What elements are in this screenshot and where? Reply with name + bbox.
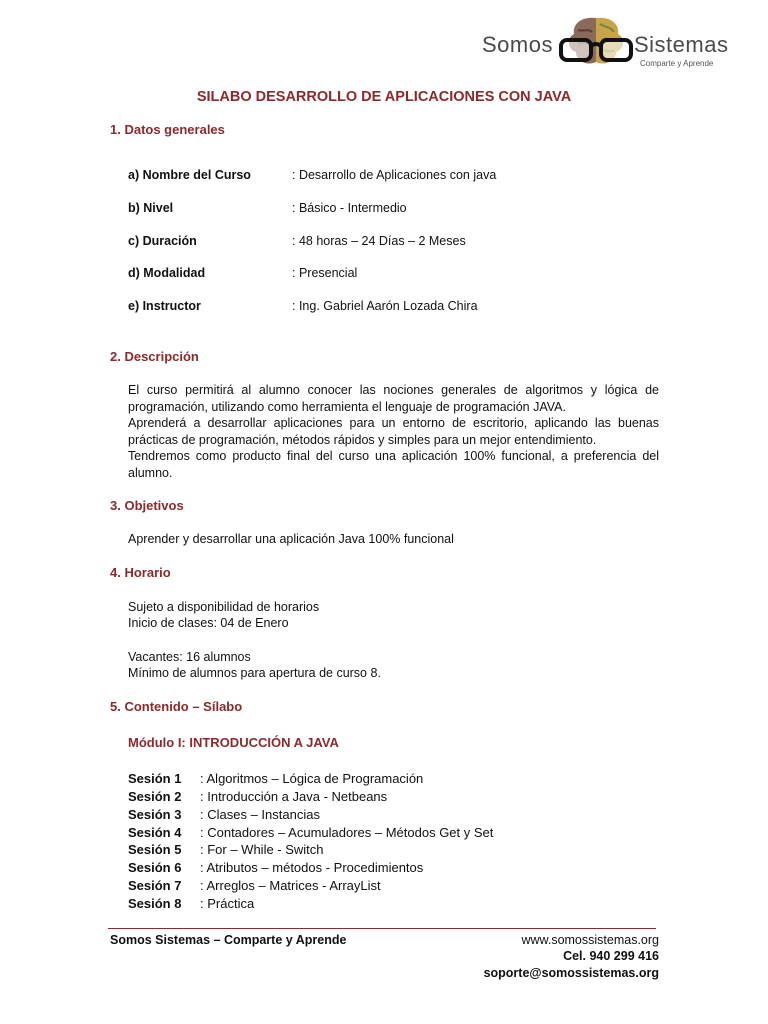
section-heading-horario: 4. Horario: [110, 565, 171, 580]
sesion-label: Sesión 1: [128, 771, 182, 786]
document-title: SILABO DESARROLLO DE APLICACIONES CON JAVA: [196, 89, 572, 105]
horario-line: Mínimo de alumnos para apertura de curso 8.: [128, 666, 381, 680]
datos-value: : Básico - Intermedio: [292, 201, 407, 215]
footer-brand: Somos Sistemas – Comparte y Aprende: [110, 933, 347, 947]
logo-word-right: Sistemas: [634, 32, 729, 57]
sesion-value: : Contadores – Acumuladores – Métodos Get y Set: [200, 825, 494, 840]
descripcion-paragraph: Tendremos como producto final del curso una aplicación 100% funcional, a preferencia del alumno.: [128, 449, 659, 480]
sesion-label: Sesión 5: [128, 842, 182, 857]
sesion-value: : Arreglos – Matrices - ArrayList: [200, 878, 381, 893]
sesion-label: Sesión 7: [128, 878, 182, 893]
descripcion-paragraph: Aprenderá a desarrollar aplicaciones para un entorno de escritorio, aplicando las buenas prácticas de programación, métodos rápidos y simples para un mejor entendimiento.: [128, 416, 659, 447]
logo-word-left: Somos: [482, 32, 553, 57]
section-heading-contenido: 5. Contenido – Sílabo: [110, 699, 243, 714]
sesion-label: Sesión 2: [128, 789, 182, 804]
sesion-value: : Clases – Instancias: [200, 807, 320, 822]
footer-email-link[interactable]: soporte@somossistemas.org: [483, 966, 659, 980]
datos-value: : 48 horas – 24 Días – 2 Meses: [292, 234, 466, 248]
modulo-heading: Módulo I: INTRODUCCIÓN A JAVA: [128, 735, 339, 750]
sesion-value: : Algoritmos – Lógica de Programación: [200, 771, 424, 786]
logo: [480, 14, 730, 74]
brain-glasses-icon: [558, 14, 634, 76]
horario-line: Inicio de clases: 04 de Enero: [128, 616, 289, 630]
sesion-value: : Introducción a Java - Netbeans: [200, 789, 388, 804]
sesion-value: : For – While - Switch: [200, 842, 324, 857]
datos-label: c) Duración: [128, 234, 197, 248]
datos-label: a) Nombre del Curso: [128, 168, 251, 182]
datos-value: : Ing. Gabriel Aarón Lozada Chira: [292, 299, 478, 313]
section-heading-descripcion: 2. Descripción: [110, 349, 199, 364]
sesion-value: : Práctica: [200, 896, 255, 911]
datos-label: d) Modalidad: [128, 266, 206, 280]
logo-tagline: Comparte y Aprende: [640, 59, 714, 68]
sesion-label: Sesión 6: [128, 860, 182, 875]
datos-value: : Desarrollo de Aplicaciones con java: [292, 168, 497, 182]
footer-phone: Cel. 940 299 416: [563, 949, 659, 963]
footer-divider: [108, 928, 656, 929]
sesion-label: Sesión 8: [128, 896, 182, 911]
horario-line: Vacantes: 16 alumnos: [128, 650, 251, 664]
footer-web-link[interactable]: www.somossistemas.org: [521, 933, 659, 947]
section-heading-objetivos: 3. Objetivos: [110, 498, 184, 513]
descripcion-text: [128, 382, 659, 481]
horario-line: Sujeto a disponibilidad de horarios: [128, 600, 320, 614]
section-heading-datos: 1. Datos generales: [110, 122, 225, 137]
datos-value: : Presencial: [292, 266, 358, 280]
descripcion-paragraph: El curso permitirá al alumno conocer las nociones generales de algoritmos y lógica de programación, utilizando como herramienta el lenguaje de programación JAVA.: [128, 383, 659, 414]
sesion-label: Sesión 3: [128, 807, 182, 822]
datos-label: b) Nivel: [128, 201, 174, 215]
objetivos-text: Aprender y desarrollar una aplicación Java 100% funcional: [128, 532, 454, 546]
datos-label: e) Instructor: [128, 299, 201, 313]
sesion-value: : Atributos – métodos - Procedimientos: [200, 860, 424, 875]
sesion-label: Sesión 4: [128, 825, 182, 840]
